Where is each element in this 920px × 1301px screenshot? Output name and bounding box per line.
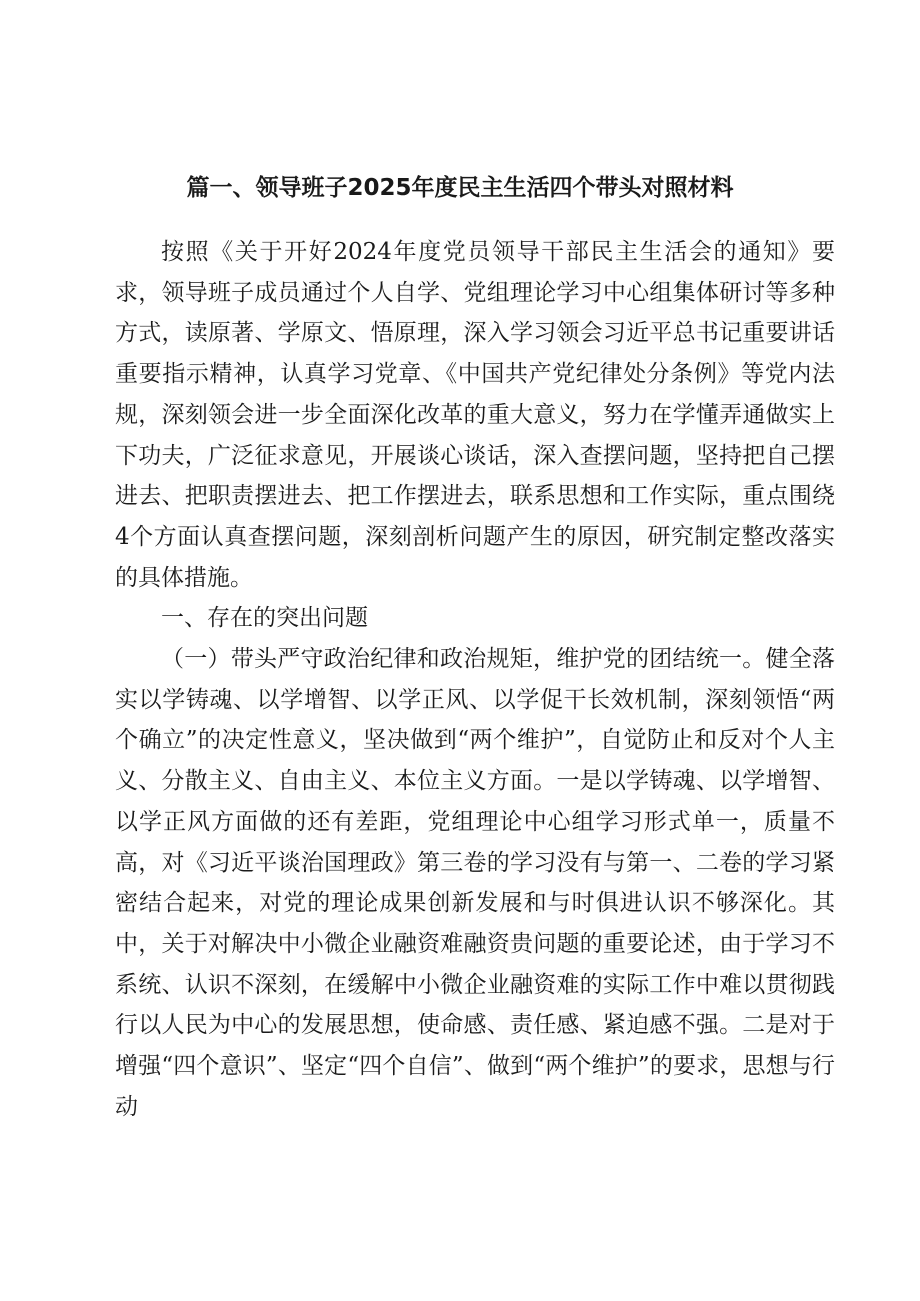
document-title: 篇一、领导班子2025年度民主生活四个带头对照材料 [186,175,734,201]
document-body [115,232,835,1127]
section-heading: 一、存在的突出问题 [161,605,368,632]
issue-paragraph: （一）带头严守政治纪律和政治规矩，维护党的团结统一。健全落实以学铸魂、以学增智、以学正风、以学促干长效机制，深刻领悟“两个确立”的决定性意义，坚决做到“两个维护”，自觉防止和反对个人主义、分散主义、自由主义、本位主义方面。一是以学铸魂、以学增智、以学正风方面做的还有差距，党组理论中心组学习形式单一，质量不高，对《习近平谈治国理政》第三卷的学习没有与第一、二卷的学习紧密结合起来，对党的理论成果创新发展和与时俱进认识不够深化。其中，关于对解决中小微企业融资难融资贵问题的重要论述，由于学习不系统、认识不深刻，在缓解中小微企业融资难的实际工作中难以贯彻践行以人民为中心的发展思想，使命感、责任感、紧迫感不强。二是对于增强“四个意识”、坚定“四个自信”、做到“两个维护”的要求，思想与行动 [115,646,835,1120]
intro-paragraph: 按照《关于开好2024年度党员领导干部民主生活会的通知》要求，领导班子成员通过个人自学、党组理论学习中心组集体研讨等多种方式，读原著、学原文、悟原理，深入学习领会习近平总书记重要讲话重要指示精神，认真学习党章、《中国共产党纪律处分条例》等党内法规，深刻领会进一步全面深化改革的重大意义，努力在学懂弄通做实上下功夫，广泛征求意见，开展谈心谈话，深入查摆问题，坚持把自己摆进去、把职责摆进去、把工作摆进去，联系思想和工作实际，重点围绕4个方面认真查摆问题，深刻剖析问题产生的原因，研究制定整改落实的具体措施。 [115,239,835,591]
